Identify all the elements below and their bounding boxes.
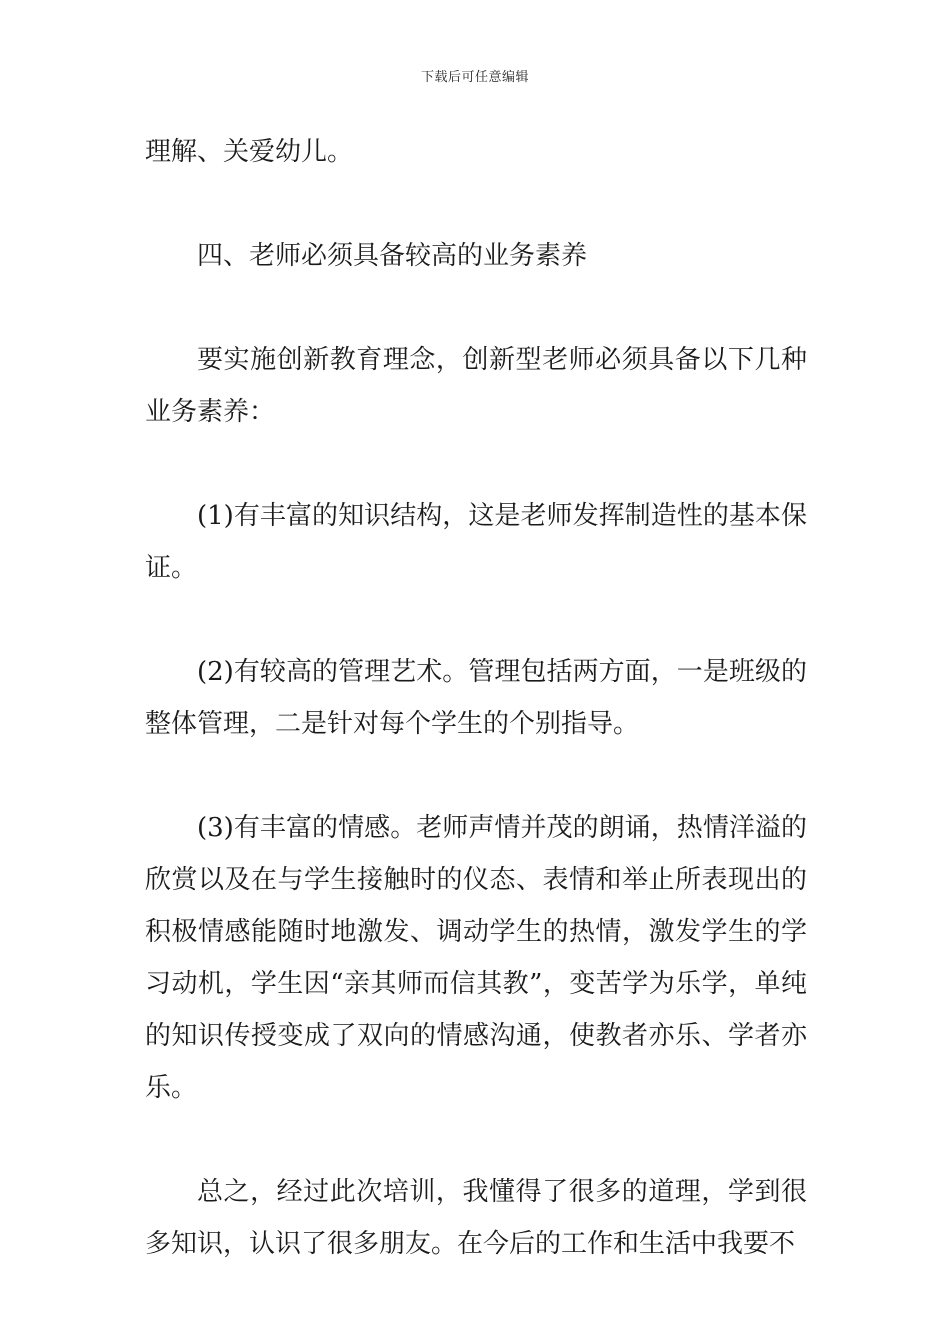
header-note: 下载后可任意编辑: [420, 70, 529, 85]
list-item-3: (3)有丰富的情感。老师声情并茂的朗诵，热情洋溢的欣赏以及在与学生接触时的仪态、表情和举止所表现出的积极情感能随时地激发、调动学生的热情，激发学生的学习动机，学生因“亲其师而信其教”，变苦学为乐学，单纯的知识传授变成了双向的情感沟通，使教者亦乐、学者亦乐。: [145, 813, 807, 1103]
document-body: [145, 126, 807, 1270]
conclusion-paragraph: 总之，经过此次培训，我懂得了很多的道理，学到很多知识，认识了很多朋友。在今后的工作和生活中我要不: [145, 1177, 807, 1259]
paragraph-1: 理解、关爱幼儿。: [145, 137, 354, 167]
list-item-2: (2)有较高的管理艺术。管理包括两方面，一是班级的整体管理，二是针对每个学生的个别指导。: [145, 657, 807, 739]
list-item-1: (1)有丰富的知识结构，这是老师发挥制造性的基本保证。: [145, 501, 807, 583]
section-heading-4: 四、老师必须具备较高的业务素养: [197, 241, 588, 271]
paragraph-3: 要实施创新教育理念，创新型老师必须具备以下几种业务素养：: [145, 345, 807, 427]
